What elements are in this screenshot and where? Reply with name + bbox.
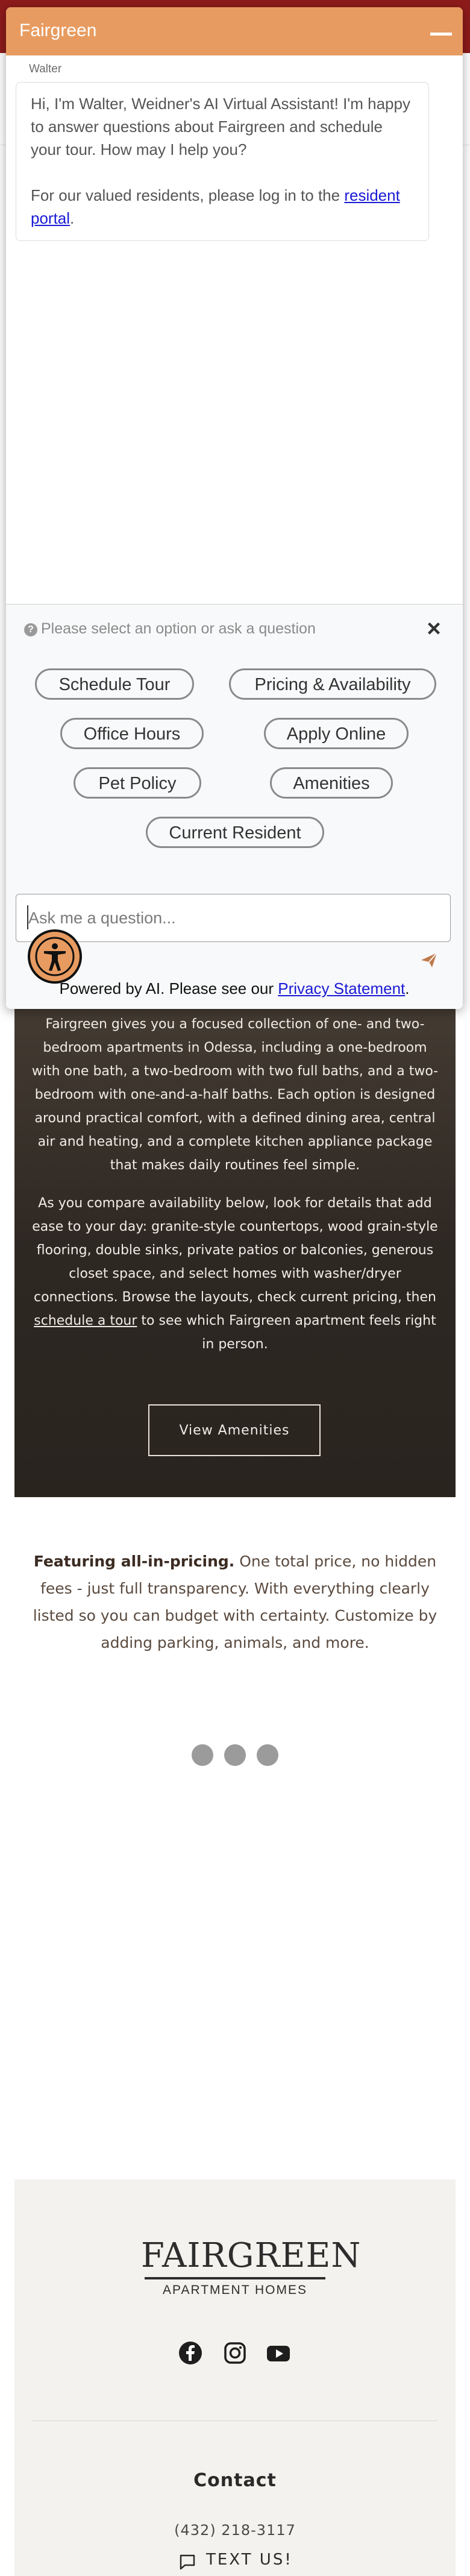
accessibility-button[interactable] [28,929,82,984]
resident-suffix: . [70,209,75,227]
logo-wordmark: FAIRGREEN [141,2236,362,2275]
powered-suffix: . [405,979,410,997]
chat-title: Fairgreen [19,20,97,40]
minimize-icon[interactable] [429,25,453,40]
youtube-icon[interactable] [266,2341,290,2365]
hero-paragraph-2-end: to see which Fairgreen apartment feels right in person. [141,1313,436,1352]
view-amenities-button[interactable]: View Amenities [148,1404,321,1456]
loading-dot [257,1744,278,1766]
footer-divider [33,2420,437,2421]
loading-dot [224,1744,246,1766]
option-schedule-tour[interactable]: Schedule Tour [35,668,194,700]
hero-paragraph-2-start: As you compare availability below, look for details that add ease to your day: granite-style countertops, wood grain-style flooring, double sinks, private patios or balconies, generous closet space, and select homes with washer/dryer connections. Browse the layouts, check current pricing, then [32,1196,438,1305]
hero-text [29,1013,441,1371]
featuring-bold: Featuring all-in-pricing. [33,1553,235,1570]
option-pricing-availability[interactable]: Pricing & Availability [229,668,436,700]
phone-link[interactable]: (432) 218-3117 [174,2522,296,2539]
option-office-hours[interactable]: Office Hours [60,718,204,749]
greeting-text: Hi, I'm Walter, Weidner's AI Virtual Assistant! I'm happy to answer questions about Fairgreen and schedule your tour. How may I help you? [31,95,410,159]
chat-widget [6,7,463,1009]
logo-rule [145,2277,325,2279]
chat-bubble-icon [178,2553,196,2571]
accessibility-icon [35,937,75,976]
hero-paragraph-1: Fairgreen gives you a focused collection of one- and two-bedroom apartments in Odessa, including a one-bedroom with one bath, a two-bedroom with two full baths, and a two-bedroom with one-and-a-half baths. Each option is designed around practical comfort, with a defined dining area, central air and heating, and a complete kitchen appliance package that makes daily routines feel simple. [31,1017,439,1173]
logo-subtitle: APARTMENT HOMES [162,2283,308,2297]
chat-header [6,7,463,55]
resident-portal-link[interactable]: resident portal [31,186,400,227]
option-current-resident[interactable]: Current Resident [146,817,324,848]
question-input[interactable] [19,897,451,939]
option-apply-online[interactable]: Apply Online [264,718,409,749]
question-box [16,894,451,942]
send-icon[interactable] [419,950,439,970]
option-amenities[interactable]: Amenities [270,767,393,799]
all-in-pricing-blurb [18,1548,452,1656]
social-links [178,2341,293,2367]
loading-dot [192,1744,213,1766]
agent-name: Walter [29,63,62,75]
option-pet-policy[interactable]: Pet Policy [74,767,201,799]
privacy-statement-link[interactable]: Privacy Statement [278,979,406,997]
instagram-icon[interactable] [223,2341,247,2365]
resident-prefix: For our valued residents, please log in to the [31,186,340,204]
text-us-link[interactable] [178,2551,311,2575]
featuring-text: One total price, no hidden fees - just full transparency. With everything clearly listed so you can budget with certainty. Customize by adding parking, animals, and more. [33,1553,437,1651]
schedule-tour-link[interactable]: schedule a tour [34,1313,137,1328]
powered-by-notice [6,979,463,998]
fairgreen-logo[interactable] [141,2236,362,2308]
close-options-icon[interactable]: × [427,615,441,642]
loading-dots [192,1744,278,1766]
question-icon: ? [24,623,37,636]
contact-heading: Contact [193,2470,277,2491]
options-hint [24,620,316,638]
resident-message [31,184,414,230]
facebook-icon[interactable] [178,2341,202,2365]
greeting-message [16,82,429,241]
powered-prefix: Powered by AI. Please see our [59,979,274,997]
options-hint-text: Please select an option or ask a question [41,620,316,637]
hero-paragraph-2 [29,1192,441,1356]
text-us-label: TEXT US! [206,2551,293,2569]
